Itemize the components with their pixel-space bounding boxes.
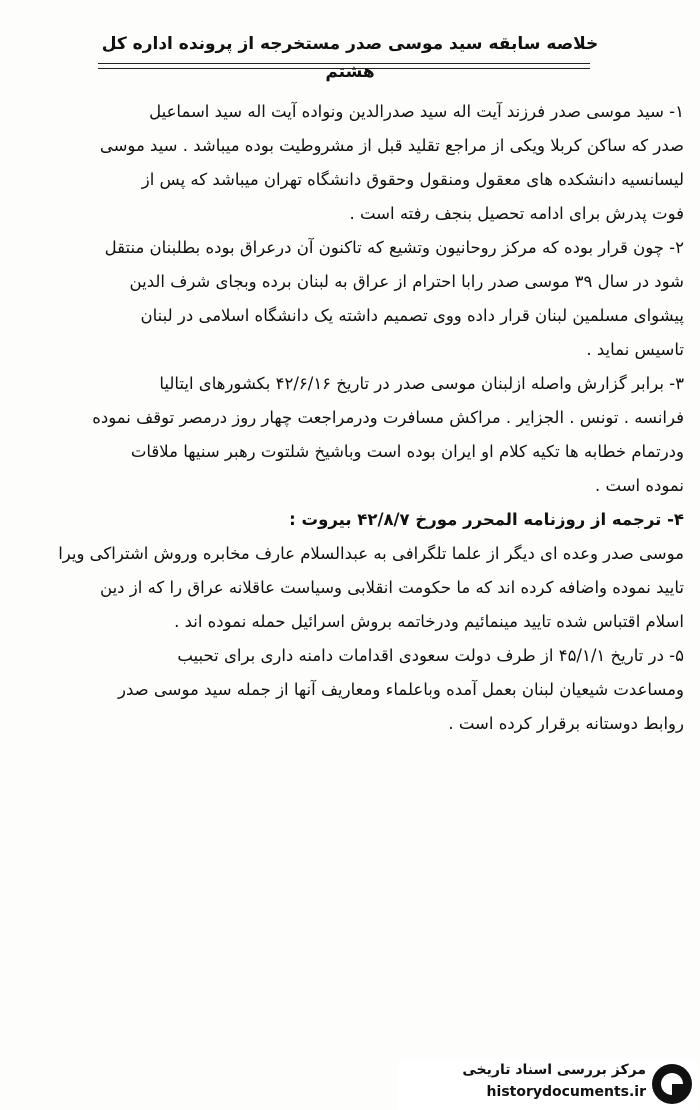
text-line: ودرتمام خطابه ها تکیه کلام او ایران بوده است وباشیخ شلتوت رهبر سنیها ملاقات bbox=[130, 442, 684, 461]
text-line: تایید نموده واضافه کرده اند که ما حکومت انقلابی وسیاست عاقلانه عراق را که از دین bbox=[100, 578, 684, 597]
title-underline-top bbox=[98, 63, 590, 64]
paragraph-5 bbox=[16, 639, 684, 741]
text-line: پیشوای مسلمین لبنان قرار داده ووی تصمیم داشته یک دانشگاه اسلامی در لبنان bbox=[140, 306, 684, 325]
text-line: ۳- برابر گزارش واصله ازلبنان موسی صدر در تاریخ ۴۲/۶/۱۶ بکشورهای ایتالیا bbox=[159, 374, 684, 393]
text-line: فرانسه . تونس . الجزایر . مراکش مسافرت ودرمراجعت چهار روز درمصر توقف نموده bbox=[92, 408, 684, 427]
text-line: شود در سال ۳۹ موسی صدر رابا احترام از عراق به لبنان برده وبجای شرف الدین bbox=[129, 272, 684, 291]
text-line: موسی صدر وعده ای دیگر از علما تلگرافی به عبدالسلام عارف مخابره وروش اشتراکی ویرا bbox=[58, 544, 684, 563]
paragraph-2 bbox=[16, 231, 684, 367]
text-line: اسلام اقتباس شده تایید مینمائیم ودرخاتمه بروش اسرائیل حمله نموده اند . bbox=[174, 612, 684, 631]
watermark bbox=[398, 1060, 698, 1110]
document-body bbox=[16, 95, 684, 741]
text-line: ۱- سید موسی صدر فرزند آیت اله سید صدرالدین ونواده آیت اله سید اسماعیل bbox=[149, 102, 684, 121]
title-underline-bottom bbox=[98, 68, 590, 69]
newspaper-heading: ۴- ترجمه از روزنامه المحرر مورخ ۴۲/۸/۷ بیروت : bbox=[289, 510, 684, 529]
watermark-title: مرکز بررسی اسناد تاریخی bbox=[462, 1062, 646, 1078]
watermark-url: historydocuments.ir bbox=[486, 1084, 646, 1100]
text-line: ومساعدت شیعیان لبنان بعمل آمده وباعلماء ومعاریف آنها از جمله سید موسی صدر bbox=[118, 680, 684, 699]
paragraph-3 bbox=[16, 367, 684, 503]
paragraph-4 bbox=[16, 503, 684, 639]
text-line: نموده است . bbox=[595, 476, 684, 495]
document-title: خلاصه سابقه سید موسی صدر مستخرجه از پرونده اداره کل هشتم bbox=[101, 34, 599, 82]
text-line: فوت پدرش برای ادامه تحصیل بنجف رفته است . bbox=[349, 204, 684, 223]
text-line: تاسیس نماید . bbox=[586, 340, 684, 359]
text-line: صدر که ساکن کربلا ویکی از مراجع تقلید قبل از مشروطیت بوده میباشد . سید موسی bbox=[99, 136, 684, 155]
text-line: لیسانسیه دانشکده های معقول ومنقول وحقوق دانشگاه تهران میباشد که پس از bbox=[141, 170, 684, 189]
text-line: ۲- چون قرار بوده که مرکز روحانیون وتشیع که تاکنون آن درعراق بوده بطلبنان منتقل bbox=[104, 238, 684, 257]
archive-logo-icon bbox=[652, 1064, 692, 1104]
text-line: ۵- در تاریخ ۴۵/۱/۱ از طرف دولت سعودی اقدامات دامنه داری برای تحبیب bbox=[177, 646, 684, 665]
text-line: روابط دوستانه برقرار کرده است . bbox=[448, 714, 684, 733]
paragraph-1 bbox=[16, 95, 684, 231]
